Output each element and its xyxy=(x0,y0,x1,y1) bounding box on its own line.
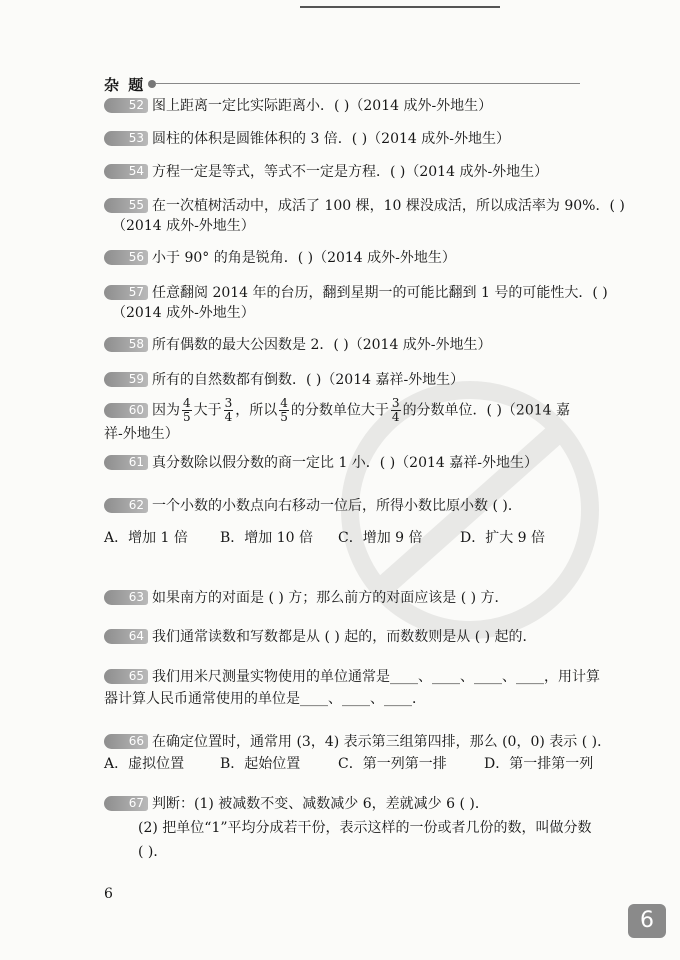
option-a: A．增加 1 倍 xyxy=(104,530,188,546)
fraction-numerator: 4 xyxy=(280,396,288,410)
question-52 xyxy=(104,96,644,116)
question-67 xyxy=(104,794,644,862)
question-63 xyxy=(104,588,644,608)
option-c: C．增加 9 倍 xyxy=(338,530,423,546)
question-text: 方程一定是等式，等式不一定是方程．( )（2014 成外-外地生） xyxy=(152,164,549,180)
section-header xyxy=(104,74,580,94)
question-59 xyxy=(104,370,644,390)
fraction-numerator: 3 xyxy=(391,396,400,410)
question-number: 55 xyxy=(104,198,148,213)
question-text: 一个小数的小数点向右移动一位后，所得小数比原小数 ( )． xyxy=(152,498,522,514)
question-number: 59 xyxy=(104,372,148,387)
question-number: 58 xyxy=(104,337,148,352)
section-title: 杂 题 xyxy=(104,76,146,94)
question-subpart-continuation: ( )． xyxy=(138,844,168,860)
question-54 xyxy=(104,162,644,182)
option-list xyxy=(104,754,644,774)
question-number: 60 xyxy=(104,403,148,418)
question-text-part: 大于 xyxy=(193,402,222,419)
question-56 xyxy=(104,248,644,268)
question-text: 真分数除以假分数的商一定比 1 小．( )（2014 嘉祥-外地生） xyxy=(152,455,538,471)
question-text: 判断：(1) 被减数不变、减数减少 6，差就减少 6 ( )． xyxy=(152,796,489,812)
question-number: 62 xyxy=(104,498,148,513)
question-text: 小于 90° 的角是锐角．( )（2014 成外-外地生） xyxy=(152,250,456,266)
question-number: 54 xyxy=(104,164,148,179)
fraction xyxy=(391,397,401,424)
question-number: 66 xyxy=(104,734,148,749)
question-number: 65 xyxy=(104,669,148,684)
question-number: 56 xyxy=(104,250,148,265)
question-subpart: (2) 把单位“1”平均分成若干份，表示这样的一份或者几份的数，叫做分数 xyxy=(138,820,592,836)
question-text-part: 因为 xyxy=(152,402,180,419)
question-text: 我们通常读数和写数都是从 ( ) 起的，而数数则是从 ( ) 起的． xyxy=(152,629,537,645)
question-continuation: 祥-外地生） xyxy=(104,426,179,442)
fraction-denominator: 4 xyxy=(224,410,233,424)
question-continuation: 器计算人民币通常使用的单位是____、____、____． xyxy=(104,691,426,707)
option-b: B．起始位置 xyxy=(220,756,301,772)
question-text: 圆柱的体积是圆锥体积的 3 倍．( )（2014 成外-外地生） xyxy=(152,131,510,147)
question-continuation: （2014 成外-外地生） xyxy=(112,305,255,321)
question-55 xyxy=(104,196,644,236)
question-text: 任意翻阅 2014 年的台历，翻到星期一的可能比翻到 1 号的可能性大．( ) xyxy=(152,285,608,301)
question-61 xyxy=(104,453,644,473)
fraction xyxy=(182,397,192,424)
fraction xyxy=(279,397,289,424)
question-53 xyxy=(104,129,644,149)
fraction-numerator: 4 xyxy=(183,396,191,410)
fraction-denominator: 5 xyxy=(280,410,288,424)
question-number: 63 xyxy=(104,590,148,605)
question-57 xyxy=(104,283,644,323)
question-text: 所有的自然数都有倒数．( )（2014 嘉祥-外地生） xyxy=(152,372,465,388)
question-text-part: 的分数单位．( )（2014 嘉 xyxy=(402,402,571,419)
question-text: 在确定位置时，通常用 (3，4) 表示第三组第四排，那么 (0，0) 表示 ( )． xyxy=(152,734,612,750)
header-dot xyxy=(148,80,156,88)
question-66 xyxy=(104,732,644,774)
question-text-part: ，所以 xyxy=(235,402,278,419)
question-text: 我们用米尺测量实物使用的单位通常是____、____、____、____，用计算 xyxy=(152,669,600,685)
top-rule xyxy=(300,6,500,8)
question-number: 64 xyxy=(104,629,148,644)
question-58 xyxy=(104,335,644,355)
option-d: D．第一排第一列 xyxy=(484,756,594,772)
question-62 xyxy=(104,496,644,548)
question-text: 图上距离一定比实际距离小．( )（2014 成外-外地生） xyxy=(152,98,493,114)
question-number: 67 xyxy=(104,796,148,811)
fraction-numerator: 3 xyxy=(224,396,233,410)
question-text-part: 的分数单位大于 xyxy=(290,402,389,419)
page-number: 6 xyxy=(104,886,113,902)
question-65 xyxy=(104,667,644,709)
fraction-denominator: 4 xyxy=(391,410,400,424)
option-c: C．第一列第一排 xyxy=(338,756,447,772)
option-a: A．虚拟位置 xyxy=(104,756,185,772)
question-text: 如果南方的对面是 ( ) 方；那么前方的对面应该是 ( ) 方． xyxy=(152,590,509,606)
page-corner-tab: 6 xyxy=(628,904,666,938)
header-line xyxy=(156,83,580,84)
fraction-denominator: 5 xyxy=(183,410,191,424)
question-text: 在一次植树活动中，成活了 100 棵，10 棵没成活，所以成活率为 90%．( ) xyxy=(152,198,625,214)
option-list xyxy=(104,528,644,548)
question-text: 所有偶数的最大公因数是 2．( )（2014 成外-外地生） xyxy=(152,337,492,353)
option-d: D．扩大 9 倍 xyxy=(460,530,546,546)
question-number: 61 xyxy=(104,455,148,470)
question-64 xyxy=(104,627,644,647)
question-number: 53 xyxy=(104,131,148,146)
question-continuation: （2014 成外-外地生） xyxy=(112,218,255,234)
option-b: B．增加 10 倍 xyxy=(220,530,314,546)
question-number: 57 xyxy=(104,285,148,300)
question-60 xyxy=(104,397,644,444)
question-number: 52 xyxy=(104,98,148,113)
fraction xyxy=(224,397,234,424)
